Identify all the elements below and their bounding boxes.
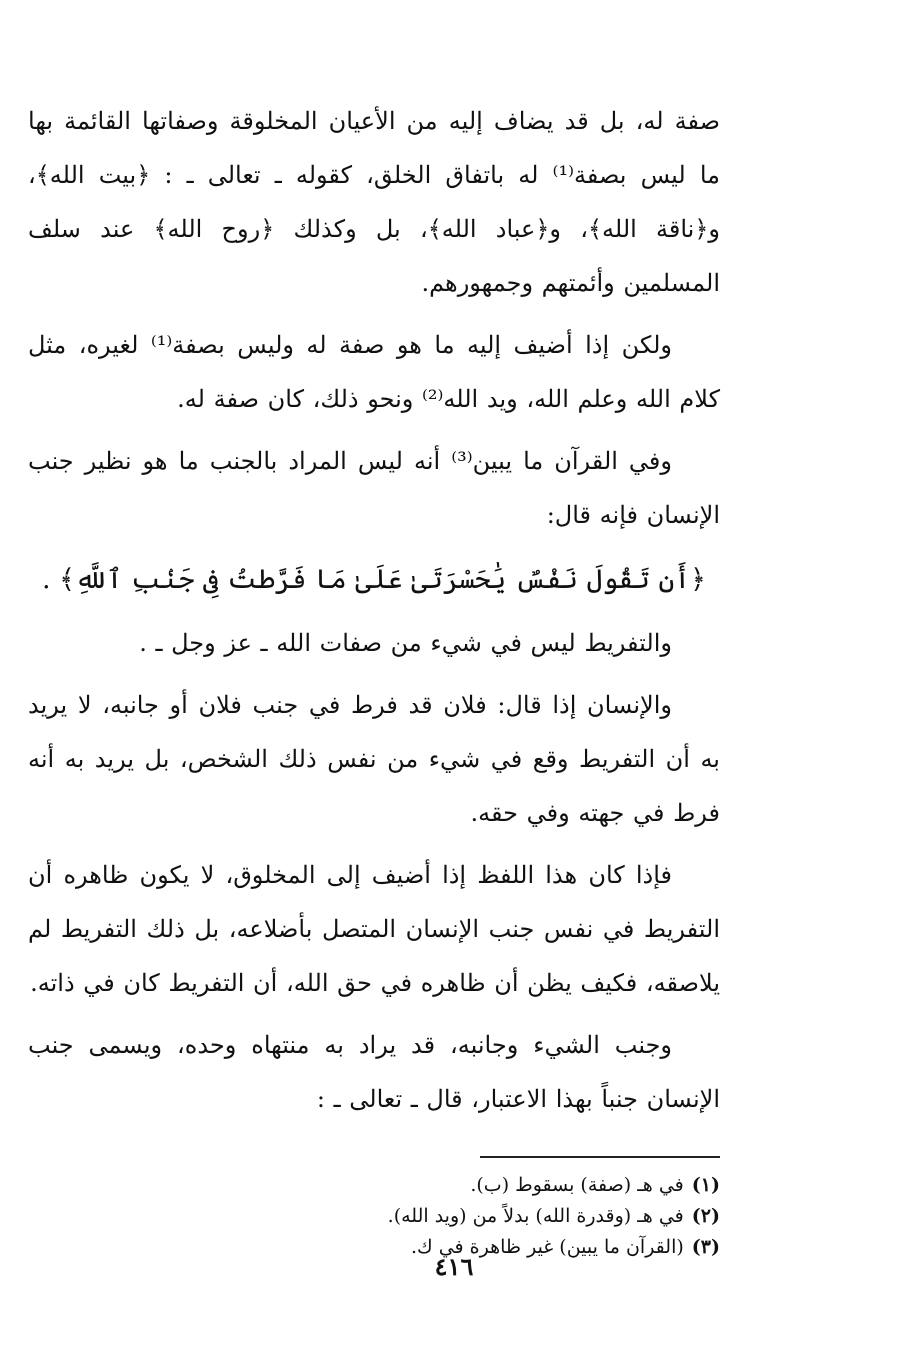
paragraph-3: وفي القرآن ما يبين⁽³⁾ أنه ليس المراد بالجنب ما هو نظير جنب الإنسان فإنه قال: — [28, 447, 720, 529]
paragraph-6: فإذا كان هذا اللفظ إذا أضيف إلى المخلوق، لا يكون ظاهره أن التفريط في نفس جنب الإنسان المتصل بأضلاعه، بل ذلك التفريط لم يلاصقه، فكيف يظن أن ظاهره في حق الله، أن التفريط كان في ذاته. — [28, 861, 721, 997]
footnote-text: (القرآن ما يبين) غير ظاهرة في ك. — [410, 1236, 684, 1258]
paragraph-1: صفة له، بل قد يضاف إليه من الأعيان المخلوقة وصفاتها القائمة بها ما ليس بصفة⁽¹⁾ له باتفاق الخلق، كقوله ـ تعالى ـ : ﴿بيت الله﴾، و﴿ناقة الله﴾، و﴿عباد الله﴾، بل وكذلك ﴿روح الله﴾ عند سلف المسلمين وأئمتهم وجمهورهم. — [28, 107, 720, 297]
paragraph-7: وجنب الشيء وجانبه، قد يراد به منتهاه وحده، ويسمى جنب الإنسان جنباً بهذا الاعتبار، قال ـ تعالى ـ : — [28, 1031, 720, 1113]
paragraph-2: ولكن إذا أضيف إليه ما هو صفة له وليس بصفة⁽¹⁾ لغيره، مثل كلام الله وعلم الله، ويد الله⁽²⁾ ونحو ذلك، كان صفة له. — [28, 331, 720, 413]
paragraph-4: والتفريط ليس في شيء من صفات الله ـ عز وجل ـ . — [139, 629, 672, 657]
footnote-separator — [480, 1156, 720, 1158]
paragraph-5: والإنسان إذا قال: فلان قد فرط في جنب فلان أو جانبه، لا يريد به أن التفريط وقع في شيء من نفس ذلك الشخص، بل يريد به أنه فرط في جهته وفي حقه. — [28, 691, 720, 827]
page-number: ٤١٦ — [434, 1252, 474, 1281]
footnotes — [28, 1170, 720, 1263]
footnote-2 — [28, 1201, 720, 1232]
footnote-number: (٣) — [691, 1236, 720, 1258]
footnote-text: في هـ (صفة) بسقوط (ب). — [470, 1174, 684, 1196]
footnote-text: في هـ (وقدرة الله) بدلاً من (ويد الله). — [387, 1205, 684, 1227]
page-body — [28, 94, 720, 1358]
footnote-number: (١) — [691, 1174, 720, 1196]
quran-verse: ﴿أَن تَقُولَ نَفْسٌ يَٰحَسْرَتَىٰ عَلَىٰ مَا فَرَّطتُ فِى جَنۢبِ ٱللَّهِ﴾ . — [42, 564, 706, 595]
footnote-1 — [28, 1170, 720, 1201]
footnote-number: (٢) — [691, 1205, 720, 1227]
